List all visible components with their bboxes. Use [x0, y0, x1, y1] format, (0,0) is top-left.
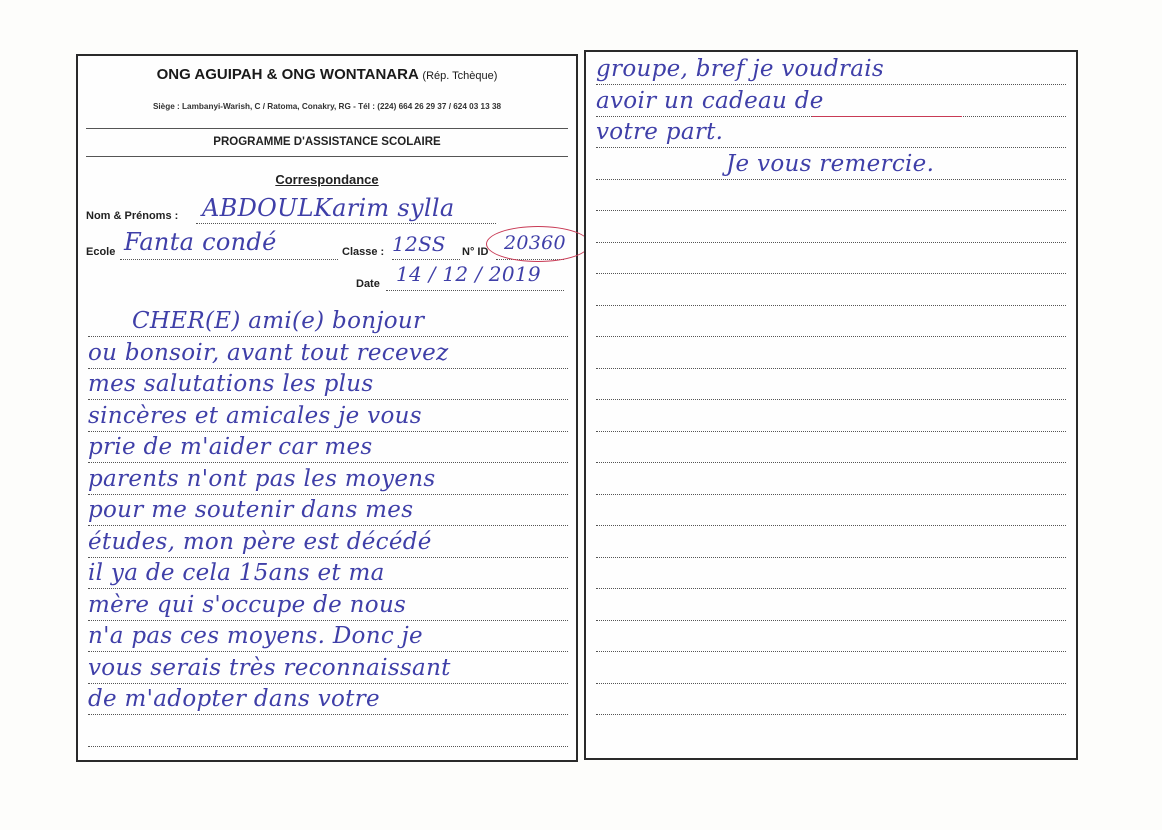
ruled-line — [596, 557, 1066, 558]
letter-line: parents n'ont pas les moyens — [88, 465, 436, 492]
ruled-line — [88, 557, 568, 558]
ruled-line — [596, 431, 1066, 432]
letter-line: Je vous remercie. — [726, 150, 935, 177]
ruled-line — [88, 746, 568, 747]
letter-line: groupe, bref je voudrais — [596, 56, 884, 82]
ruled-line — [596, 494, 1066, 495]
ruled-line — [596, 683, 1066, 684]
letter-line: pour me soutenir dans mes — [88, 497, 414, 523]
letter-line: CHER(E) ami(e) bonjour — [132, 308, 425, 334]
ruled-line — [88, 714, 568, 715]
date-value: 14 / 12 / 2019 — [396, 262, 541, 286]
ruled-line — [596, 399, 1066, 400]
ruled-line — [596, 273, 1066, 274]
class-value: 12SS — [392, 232, 446, 256]
org-country: (Rép. Tchèque) — [422, 70, 498, 82]
ruled-line — [596, 588, 1066, 589]
ruled-line — [596, 305, 1066, 306]
ruled-line — [88, 368, 568, 369]
ruled-line — [88, 431, 568, 432]
ruled-line — [596, 368, 1066, 369]
ruled-line — [596, 147, 1066, 148]
program-title: PROGRAMME D'ASSISTANCE SCOLAIRE — [213, 136, 441, 148]
letter-line: votre part. — [596, 119, 724, 145]
section-title: Correspondance — [275, 172, 379, 187]
org-address: Siège : Lambanyi-Warish, C / Ratoma, Conakry, RG - Tél : (224) 664 26 29 37 / 624 03 13 38 — [152, 102, 502, 111]
letter-line: de m'adopter dans votre — [88, 686, 380, 712]
ruled-line — [88, 494, 568, 495]
ruled-line — [88, 462, 568, 463]
org-name: ONG AGUIPAH & ONG WONTANARA — [156, 66, 419, 83]
letter-line: mes salutations les plus — [88, 371, 374, 397]
ruled-line — [88, 683, 568, 684]
name-label: Nom & Prénoms : — [86, 210, 179, 222]
name-value: ABDOULKarim sylla — [202, 194, 455, 222]
ruled-line — [596, 179, 1066, 180]
ruled-line — [88, 620, 568, 621]
ruled-line — [88, 399, 568, 400]
ruled-line — [596, 651, 1066, 652]
ruled-line — [596, 336, 1066, 337]
id-value: 20360 — [504, 232, 566, 254]
id-label: N° ID — [462, 246, 489, 258]
ruled-line — [88, 588, 568, 589]
red-underline-mark — [812, 116, 962, 117]
letter-line: il ya de cela 15ans et ma — [88, 560, 385, 586]
ruled-line — [596, 525, 1066, 526]
class-label: Classe : — [342, 246, 385, 258]
letter-form-left-page — [76, 54, 578, 762]
ruled-line — [596, 210, 1066, 211]
school-value: Fanta condé — [124, 228, 277, 256]
ruled-line — [596, 84, 1066, 85]
letter-line: sincères et amicales je vous — [88, 402, 422, 429]
letter-line: vous serais très reconnaissant — [88, 654, 451, 681]
ruled-line — [596, 242, 1066, 243]
letter-line: n'a pas ces moyens. Donc je — [88, 623, 423, 649]
ruled-line — [596, 714, 1066, 715]
letter-line: avoir un cadeau de — [596, 87, 824, 114]
ruled-line — [596, 462, 1066, 463]
letter-line: prie de m'aider car mes — [88, 434, 373, 460]
school-label: Ecole — [86, 246, 116, 258]
ruled-line — [88, 651, 568, 652]
letter-form-right-page — [584, 50, 1078, 760]
letter-line: ou bonsoir, avant tout recevez — [88, 339, 449, 366]
ruled-line — [596, 620, 1066, 621]
ruled-line — [88, 336, 568, 337]
date-label: Date — [356, 278, 380, 290]
letter-line: mère qui s'occupe de nous — [88, 591, 407, 618]
ruled-line — [88, 525, 568, 526]
letter-line: études, mon père est décédé — [88, 528, 432, 555]
